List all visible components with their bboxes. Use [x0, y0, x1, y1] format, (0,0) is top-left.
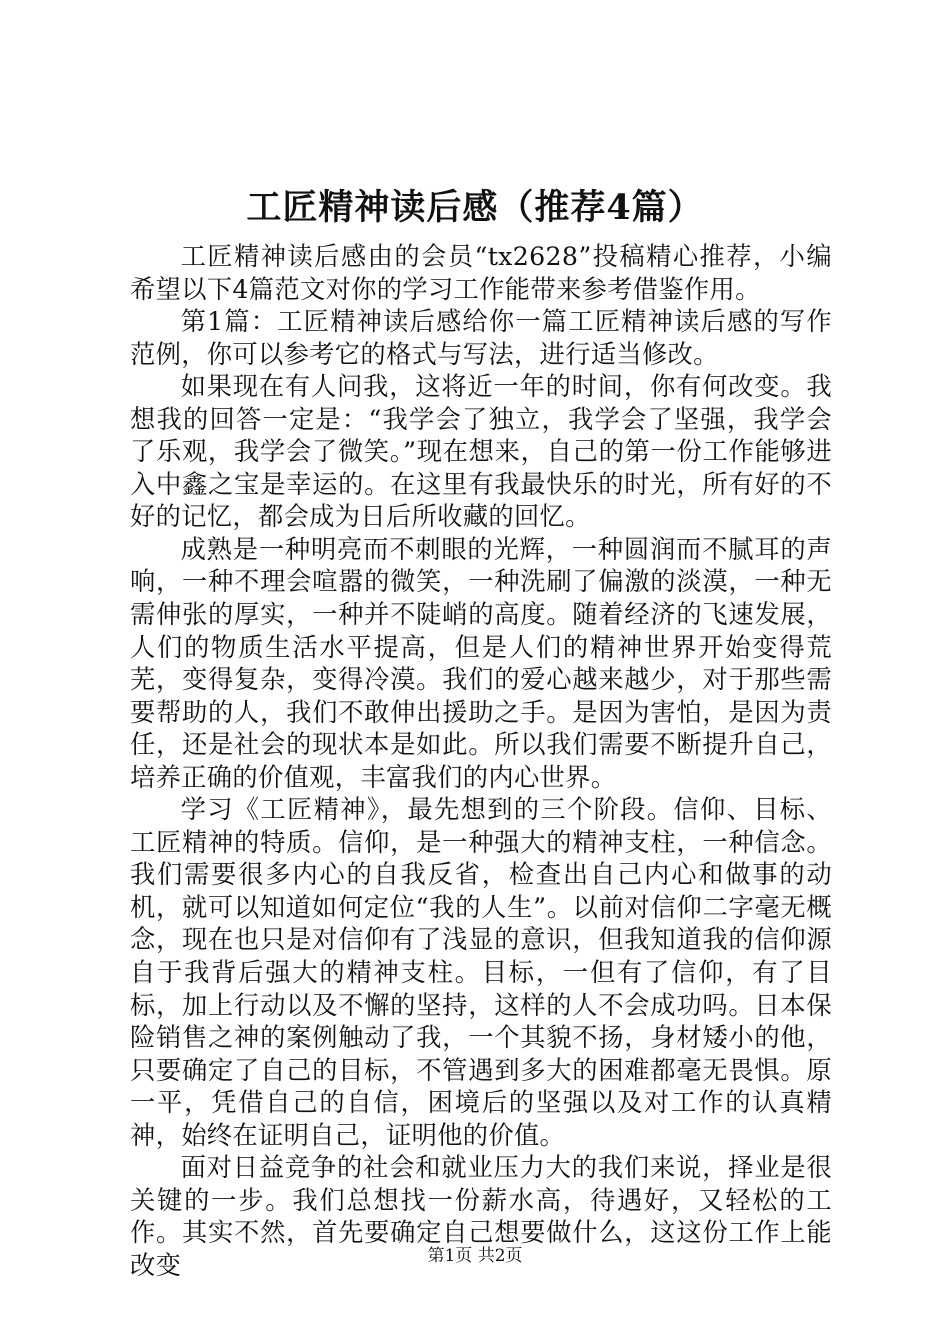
paragraph-maturity: 成熟是一种明亮而不刺眼的光辉，一种圆润而不腻耳的声响，一种不理会喧嚣的微笑，一种洗刷了偏激的淡漠，一种无需伸张的厚实，一种并不陡峭的高度。随着经济的飞速发展，人们的物质生活水平提高，但是人们的精神世界开始变得荒芜，变得复杂，变得冷漠。我们的爱心越来越少，对于那些需要帮助的人，我们不敢伸出援助之手。是因为害怕，是因为责任，还是社会的现状本是如此。所以我们需要不断提升自己，培养正确的价值观，丰富我们的内心世界。	[130, 534, 832, 792]
paragraph-study: 学习《工匠精神》，最先想到的三个阶段。信仰、目标、工匠精神的特质。信仰，是一种强大的精神支柱，一种信念。我们需要很多内心的自我反省，检查出自己内心和做事的动机，就可以知道如何定位“我的人生”。以前对信仰二字毫无概念，现在也只是对信仰有了浅显的意识，但我知道我的信仰源自于我背后强大的精神支柱。目标，一但有了信仰，有了目标，加上行动以及不懈的坚持，这样的人不会成功吗。日本保险销售之神的案例触动了我，一个其貌不扬，身材矮小的他，只要确定了自己的目标，不管遇到多大的困难都毫无畏惧。原一平，凭借自己的自信，困境后的坚强以及对工作的认真精神，始终在证明自己，证明他的价值。	[130, 795, 832, 1150]
document-body	[130, 241, 832, 1283]
document-title: 工匠精神读后感（推荐4篇）	[246, 187, 704, 228]
page-footer: 第1页 共2页	[427, 1246, 523, 1266]
paragraph-intro: 工匠精神读后感由的会员“tx2628”投稿精心推荐，小编希望以下4篇范文对你的学习工作能带来参考借鉴作用。	[130, 242, 832, 304]
paragraph-article-1-heading: 第1篇：工匠精神读后感给你一篇工匠精神读后感的写作范例，你可以参考它的格式与写法，进行适当修改。	[130, 307, 832, 369]
paragraph-career: 面对日益竞争的社会和就业压力大的我们来说，择业是很关键的一步。我们总想找一份薪水高，待遇好，又轻松的工作。其实不然，首先要确定自己想要做什么，这这份工作上能改变	[130, 1153, 832, 1280]
paragraph-change: 如果现在有人问我，这将近一年的时间，你有何改变。我想我的回答一定是：“我学会了独立，我学会了坚强，我学会了乐观，我学会了微笑。”现在想来，自己的第一份工作能够进入中鑫之宝是幸运的。在这里有我最快乐的时光，所有好的不好的记忆，都会成为日后所收藏的回忆。	[130, 372, 832, 532]
